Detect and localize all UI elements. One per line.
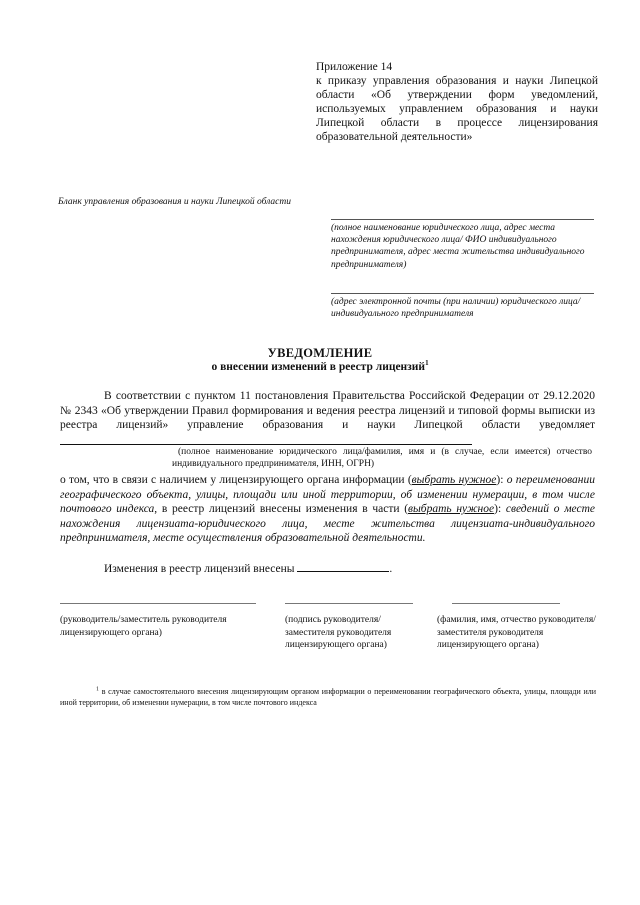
- addressee-name-caption: (полное наименование юридического лица, адрес места нахождения юридического лица/ ФИО индивидуального предпринимателя, адрес места жительства индивидуального предпринимателя): [331, 223, 585, 270]
- paragraph-2-part-a: о том, что в связи с наличием у лицензирующего органа информации (: [60, 474, 412, 486]
- signature-caption-sign: (подпись руководителя/заместителя руководителя лицензирующего органа): [285, 615, 392, 650]
- body-paragraph-1: [60, 389, 595, 449]
- paragraph-2-details-clause: сведений о месте нахождения лицензиата-юридического лица, месте жительства лицензиата-индивидуального предпринимателя, месте осуществления образовательной деятельности.: [60, 503, 595, 544]
- body-paragraph-2: [60, 473, 595, 546]
- signature-caption-position: (руководитель/заместитель руководителя лицензирующего органа): [60, 615, 227, 638]
- letterhead-label: Бланк управления образования и науки Липецкой области: [58, 197, 291, 207]
- footnote-mark: 1: [96, 686, 99, 693]
- appendix-title: Приложение 14: [316, 61, 393, 73]
- paragraph-3-end: .: [389, 563, 393, 575]
- footnote-text: в случае самостоятельного внесения лицензирующим органом информации о переименовании географического объекта, улицы, площади или иной территории, об изменении нумерации, в том числе почтового индекса: [60, 687, 596, 707]
- choose-hint-1: выбрать нужное: [411, 474, 497, 486]
- document-title: УВЕДОМЛЕНИЕ: [267, 346, 373, 360]
- addressee-email-caption: (адрес электронной почты (при наличии) юридического лица/индивидуального предпринимателя: [331, 297, 581, 320]
- signature-line-name: [452, 603, 560, 604]
- document-subtitle: [0, 361, 640, 373]
- subtitle-text: о внесении изменений в реестр лицензий: [211, 361, 426, 373]
- paragraph-2-part-e: ):: [494, 503, 506, 515]
- body-paragraph-3: [60, 560, 595, 577]
- paragraph-2-rename-clause: о переименовании географического объекта, улицы, площади или иной территории, об изменении нумерации, в том числе почтового индекса: [60, 474, 596, 515]
- subtitle-footnote-mark: 1: [425, 359, 429, 368]
- addressee-name-line: [331, 219, 594, 220]
- footnote: [60, 686, 596, 708]
- signature-caption-name: (фамилия, имя, отчество руководителя/заместителя руководителя лицензирующего органа): [437, 615, 596, 650]
- addressee-email-line: [331, 293, 594, 294]
- signature-line-position: [60, 603, 256, 604]
- paragraph-2-part-d: , в реестр лицензий внесены изменения в части (: [154, 503, 409, 515]
- paragraph-3-text: Изменения в реестр лицензий внесены: [104, 563, 295, 575]
- appendix-body: к приказу управления образования и науки Липецкой области «Об утверждении форм уведомлений, используемых управлением образования и науки Липецкой области в процессе лицензирования образовательной деятельности»: [316, 75, 598, 143]
- licensee-caption: (полное наименование юридического лица/фамилия, имя и (в случае, если имеется) отчество индивидуального предпринимателя, ИНН, ОГРН): [172, 447, 592, 469]
- choose-hint-2: выбрать нужное: [408, 503, 495, 515]
- paragraph-1-text: В соответствии с пунктом 11 постановления Правительства Российской Федерации от 29.12.2020 № 2343 «Об утверждении Правил формирования и ведения реестра лицензий и типовой формы выписки из реестра лицензий» управление образования и науки Липецкой области уведомляет: [60, 390, 595, 431]
- paragraph-2-part-b: ):: [496, 474, 507, 486]
- date-blank: [297, 560, 389, 572]
- licensee-blank: [60, 433, 472, 445]
- signature-line-sign: [285, 603, 413, 604]
